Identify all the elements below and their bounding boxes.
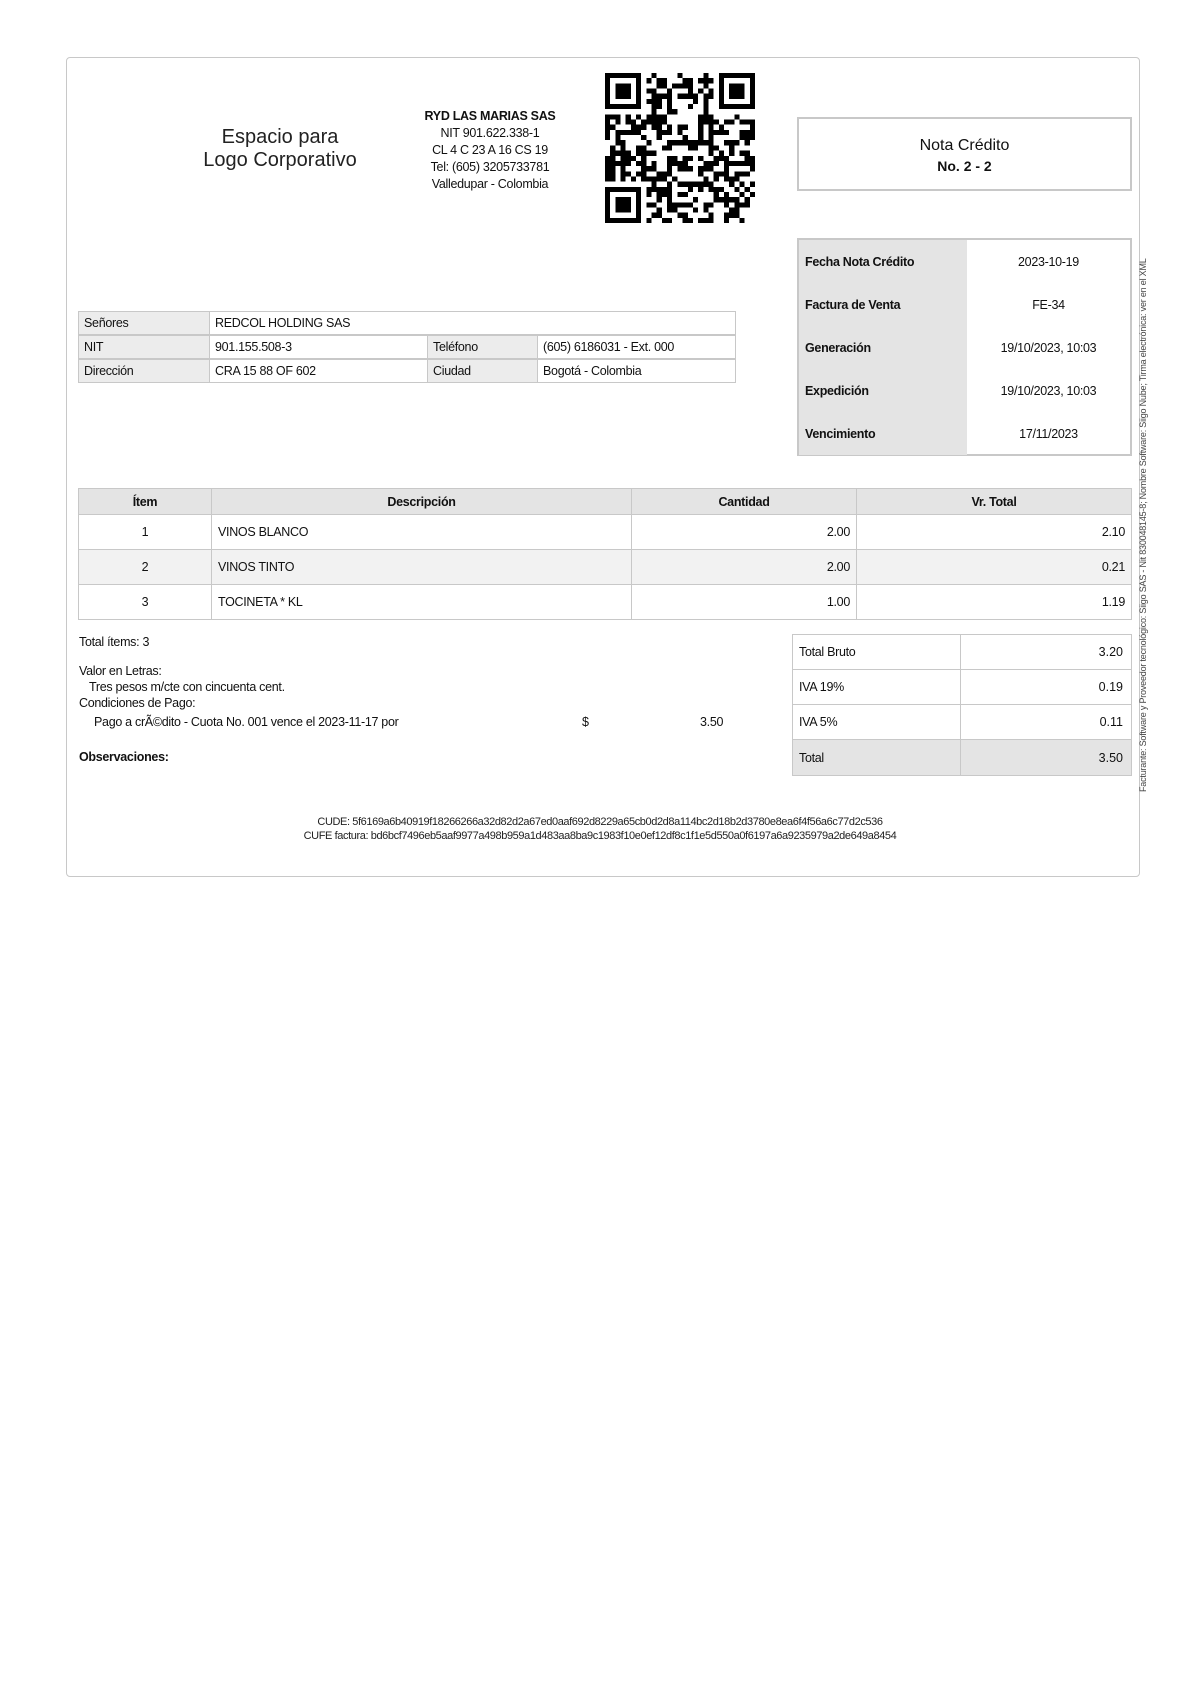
cufe-code: CUFE factura: bd6bcf7496eb5aaf9977a498b959a1d483aa8ba9c1983f10e0ef12df8c1f1e5d550a0f6197a6a9235979a2de649a8454 — [303, 830, 897, 842]
date-row — [799, 326, 1130, 369]
company-phone: Tel: (605) 3205733781 — [430, 160, 550, 174]
payment-currency: $ — [582, 715, 589, 729]
value-letters: Tres pesos m/cte con cincuenta cent. — [89, 680, 285, 694]
company-info — [410, 108, 570, 193]
client-nit: 901.155.508-3 — [209, 336, 427, 358]
client-name-label: Señores — [84, 316, 129, 330]
header-item: Ítem — [79, 489, 212, 515]
totals-row — [793, 705, 1131, 740]
date-label: Generación — [799, 326, 967, 369]
header-quantity: Cantidad — [632, 489, 857, 515]
date-value: 19/10/2023, 10:03 — [1000, 383, 1097, 398]
date-value: 17/11/2023 — [1019, 426, 1078, 441]
cude-code: CUDE: 5f6169a6b40919f18266266a32d82d2a67ed0aaf692d8229a65cb0d2d8a114bc2d18b2d3780e8ea6f4f56a6c77d2c536 — [317, 816, 883, 828]
client-row — [78, 359, 736, 383]
date-value: FE-34 — [1032, 297, 1065, 312]
totals-label: IVA 19% — [793, 670, 961, 704]
client-nit-label: NIT — [84, 340, 104, 354]
client-row — [78, 311, 736, 335]
dates-panel — [797, 238, 1132, 456]
vertical-note-text: Facturante: Software y Proveedor tecnológico: Siigo SAS - Nit 830048145-8; Nombre Software: Siigo Nube; Tirma electrónica: ver en el XML — [1138, 258, 1148, 792]
cell-total: 0.21 — [857, 550, 1132, 585]
payment-label: Condiciones de Pago: — [79, 696, 196, 710]
date-label: Expedición — [799, 369, 967, 412]
company-address: CL 4 C 23 A 16 CS 19 — [432, 143, 548, 157]
date-value: 19/10/2023, 10:03 — [1000, 340, 1097, 355]
totals-value: 3.20 — [1098, 645, 1123, 659]
totals-value: 0.11 — [1099, 715, 1123, 729]
date-label: Fecha Nota Crédito — [799, 240, 967, 283]
table-row — [79, 515, 1132, 550]
cell-quantity: 1.00 — [632, 585, 857, 620]
client-info — [78, 311, 736, 383]
cell-description: TOCINETA * KL — [212, 585, 632, 620]
client-phone: (605) 6186031 - Ext. 000 — [537, 336, 735, 358]
logo-line-2: Logo Corporativo — [203, 149, 357, 171]
company-nit: NIT 901.622.338-1 — [440, 126, 540, 140]
totals-panel — [792, 634, 1132, 776]
totals-row — [793, 670, 1131, 705]
table-header-row — [79, 489, 1132, 515]
electronic-codes — [160, 815, 1040, 843]
client-city: Bogotá - Colombia — [537, 360, 735, 382]
cell-item: 1 — [79, 515, 212, 550]
client-address: CRA 15 88 OF 602 — [209, 360, 427, 382]
date-row — [799, 240, 1130, 283]
date-row — [799, 283, 1130, 326]
table-row — [79, 550, 1132, 585]
qr-code-icon — [605, 73, 755, 223]
client-name: REDCOL HOLDING SAS — [209, 312, 735, 334]
cell-description: VINOS BLANCO — [212, 515, 632, 550]
cell-quantity: 2.00 — [632, 550, 857, 585]
date-row — [799, 369, 1130, 412]
client-row — [78, 335, 736, 359]
client-phone-label: Teléfono — [427, 336, 537, 358]
logo-line-1: Espacio para — [221, 126, 339, 148]
payment-line — [79, 714, 723, 730]
header-total: Vr. Total — [857, 489, 1132, 515]
value-letters-label: Valor en Letras: — [79, 664, 162, 678]
date-row — [799, 412, 1130, 455]
document-title-box — [797, 117, 1132, 191]
header-description: Descripción — [212, 489, 632, 515]
document-number: No. 2 - 2 — [937, 158, 992, 174]
table-row — [79, 585, 1132, 620]
totals-value: 3.50 — [1098, 750, 1123, 765]
totals-label: Total Bruto — [793, 635, 961, 669]
company-city: Valledupar - Colombia — [431, 177, 549, 191]
total-items: Total ítems: 3 — [79, 635, 150, 649]
payment-amount: 3.50 — [700, 715, 724, 729]
items-table — [78, 488, 1132, 620]
totals-label: Total — [793, 740, 961, 775]
date-label: Vencimiento — [799, 412, 967, 455]
payment-text: Pago a crÃ©dito - Cuota No. 001 vence el 2023-11-17 por — [94, 715, 399, 729]
cell-total: 1.19 — [857, 585, 1132, 620]
summary-info — [79, 634, 723, 765]
observations-label: Observaciones: — [79, 750, 169, 764]
vertical-legal-note — [1134, 140, 1150, 790]
client-city-label: Ciudad — [427, 360, 537, 382]
totals-label: IVA 5% — [793, 705, 961, 739]
cell-description: VINOS TINTO — [212, 550, 632, 585]
cell-quantity: 2.00 — [632, 515, 857, 550]
totals-row — [793, 740, 1131, 775]
cell-total: 2.10 — [857, 515, 1132, 550]
totals-row — [793, 635, 1131, 670]
client-address-label: Dirección — [84, 364, 134, 378]
totals-value: 0.19 — [1098, 680, 1123, 694]
document-type: Nota Crédito — [919, 137, 1010, 154]
company-name: RYD LAS MARIAS SAS — [424, 109, 556, 123]
cell-item: 3 — [79, 585, 212, 620]
date-label: Factura de Venta — [799, 283, 967, 326]
cell-item: 2 — [79, 550, 212, 585]
date-value: 2023-10-19 — [1018, 254, 1079, 269]
logo-placeholder — [160, 126, 400, 172]
